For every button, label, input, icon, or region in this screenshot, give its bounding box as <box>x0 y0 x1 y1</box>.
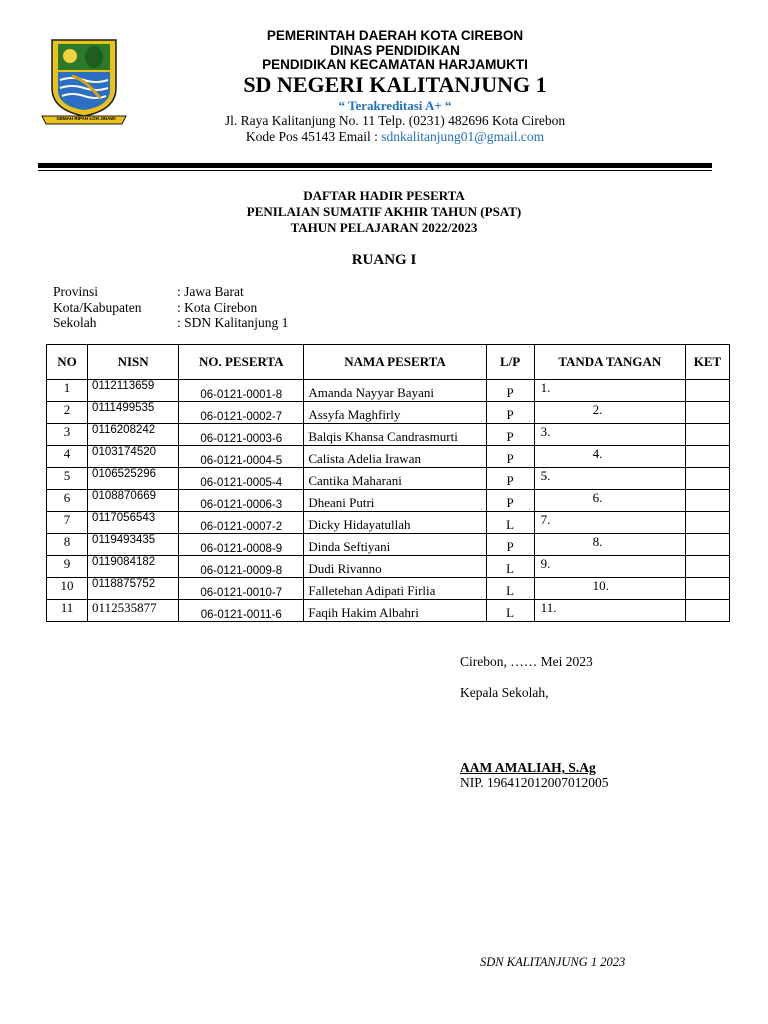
cell-note[interactable] <box>685 490 729 512</box>
attendance-table <box>46 344 730 622</box>
col-header-no: NO <box>47 345 88 380</box>
cell-note[interactable] <box>685 556 729 578</box>
cell-nisn: 0111499535 <box>88 402 179 424</box>
doc-title-3: TAHUN PELAJARAN 2022/2023 <box>290 220 478 235</box>
cell-no: 3 <box>47 424 88 446</box>
cell-signature[interactable] <box>534 468 685 490</box>
cell-note[interactable] <box>685 600 729 622</box>
info-value-school: : SDN Kalitanjung 1 <box>177 315 289 330</box>
district-title: PENDIDIKAN KECAMATAN HARJAMUKTI <box>262 57 528 72</box>
signature-number: 2. <box>592 402 603 417</box>
cell-no: 4 <box>47 446 88 468</box>
cell-participant-no: 06-0121-0001-8 <box>179 380 304 402</box>
logo-motto: GEMAH RIPAH LOH JINAWI <box>56 116 116 121</box>
cell-no: 1 <box>47 380 88 402</box>
cell-name: Cantika Maharani <box>304 468 486 490</box>
cell-note[interactable] <box>685 512 729 534</box>
cell-note[interactable] <box>685 578 729 600</box>
info-label-province: Provinsi <box>53 284 99 299</box>
cell-signature[interactable] <box>534 512 685 534</box>
cell-nisn: 0112113659 <box>88 380 179 402</box>
cell-gender: P <box>486 468 534 490</box>
col-header-signature: TANDA TANGAN <box>534 345 685 380</box>
government-title: PEMERINTAH DAERAH KOTA CIREBON <box>266 28 524 43</box>
cell-signature[interactable] <box>534 402 685 424</box>
cell-nisn: 0119493435 <box>88 534 179 556</box>
principal-role: Kepala Sekolah, <box>460 685 549 700</box>
cell-name: Falletehan Adipati Firlia <box>304 578 486 600</box>
cell-no: 2 <box>47 402 88 424</box>
table-row <box>47 556 730 578</box>
cell-participant-no: 06-0121-0006-3 <box>179 490 304 512</box>
signature-number: 8. <box>592 534 603 549</box>
cell-nisn: 0106525296 <box>88 468 179 490</box>
cell-name: Dicky Hidayatullah <box>304 512 486 534</box>
col-header-name: NAMA PESERTA <box>304 345 486 380</box>
table-row <box>47 402 730 424</box>
cell-gender: L <box>486 556 534 578</box>
cell-no: 8 <box>47 534 88 556</box>
email-link[interactable]: sdnkalitanjung01@gmail.com <box>381 129 545 144</box>
school-logo <box>38 36 130 128</box>
cell-participant-no: 06-0121-0008-9 <box>179 534 304 556</box>
cell-signature[interactable] <box>534 600 685 622</box>
cell-nisn: 0116208242 <box>88 424 179 446</box>
cell-signature[interactable] <box>534 556 685 578</box>
table-row <box>47 600 730 622</box>
cell-gender: P <box>486 424 534 446</box>
table-header-row <box>47 345 730 380</box>
cell-name: Calista Adelia Irawan <box>304 446 486 468</box>
info-labels <box>53 284 141 331</box>
cell-signature[interactable] <box>534 490 685 512</box>
table-row <box>47 534 730 556</box>
signature-number: 10. <box>592 578 609 593</box>
cell-name: Balqis Khansa Candrasmurti <box>304 424 486 446</box>
signature-number: 3. <box>540 424 551 439</box>
cell-note[interactable] <box>685 402 729 424</box>
signature-number: 7. <box>540 512 551 527</box>
cell-no: 11 <box>47 600 88 622</box>
col-header-nisn: NISN <box>88 345 179 380</box>
cell-nisn: 0108870669 <box>88 490 179 512</box>
cell-participant-no: 06-0121-0002-7 <box>179 402 304 424</box>
school-address: Jl. Raya Kalitanjung No. 11 Telp. (0231) 482696 Kota Cirebon <box>224 113 566 128</box>
cell-note[interactable] <box>685 534 729 556</box>
info-value-city: : Kota Cirebon <box>177 299 258 315</box>
table-row <box>47 468 730 490</box>
header-rule-thin <box>38 170 712 171</box>
cell-signature[interactable] <box>534 578 685 600</box>
table-row <box>47 380 730 402</box>
signature-number: 9. <box>540 556 551 571</box>
cell-participant-no: 06-0121-0004-5 <box>179 446 304 468</box>
cell-name: Assyfa Maghfirly <box>304 402 486 424</box>
signature-number: 6. <box>592 490 603 505</box>
table-row <box>47 490 730 512</box>
page-footer: SDN KALITANJUNG 1 2023 <box>480 955 626 969</box>
cell-participant-no: 06-0121-0005-4 <box>179 468 304 490</box>
col-header-gender: L/P <box>486 345 534 380</box>
cell-nisn: 0117056543 <box>88 512 179 534</box>
cell-nisn: 0103174520 <box>88 446 179 468</box>
signature-number: 5. <box>540 468 551 483</box>
cell-no: 7 <box>47 512 88 534</box>
principal-name: AAM AMALIAH, S.Ag <box>460 760 596 775</box>
cell-note[interactable] <box>685 424 729 446</box>
table-row <box>47 578 730 600</box>
cell-gender: L <box>486 600 534 622</box>
school-name: SD NEGERI KALITANJUNG 1 <box>243 72 547 97</box>
cell-no: 10 <box>47 578 88 600</box>
cell-no: 5 <box>47 468 88 490</box>
cell-nisn: 0118875752 <box>88 578 179 600</box>
department-title: DINAS PENDIDIKAN <box>330 43 460 58</box>
info-label-school: Sekolah <box>53 315 97 330</box>
cell-note[interactable] <box>685 380 729 402</box>
cell-participant-no: 06-0121-0009-8 <box>179 556 304 578</box>
cell-gender: L <box>486 578 534 600</box>
signature-number: 1. <box>540 380 551 395</box>
cell-participant-no: 06-0121-0003-6 <box>179 424 304 446</box>
cell-gender: L <box>486 512 534 534</box>
cell-participant-no: 06-0121-0010-7 <box>179 578 304 600</box>
cell-gender: P <box>486 380 534 402</box>
doc-title-1: DAFTAR HADIR PESERTA <box>303 188 465 203</box>
col-header-participant-no: NO. PESERTA <box>179 345 304 380</box>
info-values <box>177 284 288 331</box>
signature-number: 4. <box>592 446 603 461</box>
accreditation: “ Terakreditasi A+ “ <box>338 98 452 113</box>
cell-name: Dheani Putri <box>304 490 486 512</box>
cell-gender: P <box>486 490 534 512</box>
cell-signature[interactable] <box>534 534 685 556</box>
principal-nip: NIP. 196412012007012005 <box>460 775 609 790</box>
signature-number: 11. <box>540 600 557 615</box>
cell-participant-no: 06-0121-0007-2 <box>179 512 304 534</box>
postal-code: Kode Pos 45143 Email : <box>245 129 382 144</box>
cell-note[interactable] <box>685 468 729 490</box>
cell-signature[interactable] <box>534 446 685 468</box>
cell-note[interactable] <box>685 446 729 468</box>
cell-no: 6 <box>47 490 88 512</box>
cell-signature[interactable] <box>534 380 685 402</box>
cell-participant-no: 06-0121-0011-6 <box>179 600 304 622</box>
info-value-province: : Jawa Barat <box>177 284 244 299</box>
cell-name: Dinda Seftiyani <box>304 534 486 556</box>
cell-signature[interactable] <box>534 424 685 446</box>
cell-nisn: 0119084182 <box>88 556 179 578</box>
doc-title-2: PENILAIAN SUMATIF AKHIR TAHUN (PSAT) <box>246 204 522 219</box>
place-date: Cirebon, …… Mei 2023 <box>460 654 593 669</box>
room-label: RUANG I <box>351 252 417 268</box>
cell-gender: P <box>486 534 534 556</box>
table-row <box>47 446 730 468</box>
cell-no: 9 <box>47 556 88 578</box>
cell-name: Amanda Nayyar Bayani <box>304 380 486 402</box>
table-row <box>47 424 730 446</box>
col-header-note: KET <box>685 345 729 380</box>
postal-email-line <box>175 129 615 145</box>
cell-name: Faqih Hakim Albahri <box>304 600 486 622</box>
info-label-city: Kota/Kabupaten <box>53 299 142 315</box>
cell-name: Dudi Rivanno <box>304 556 486 578</box>
cell-gender: P <box>486 446 534 468</box>
header-rule-thick <box>38 163 712 168</box>
cell-nisn: 0112535877 <box>88 600 179 622</box>
table-row <box>47 512 730 534</box>
cell-gender: P <box>486 402 534 424</box>
